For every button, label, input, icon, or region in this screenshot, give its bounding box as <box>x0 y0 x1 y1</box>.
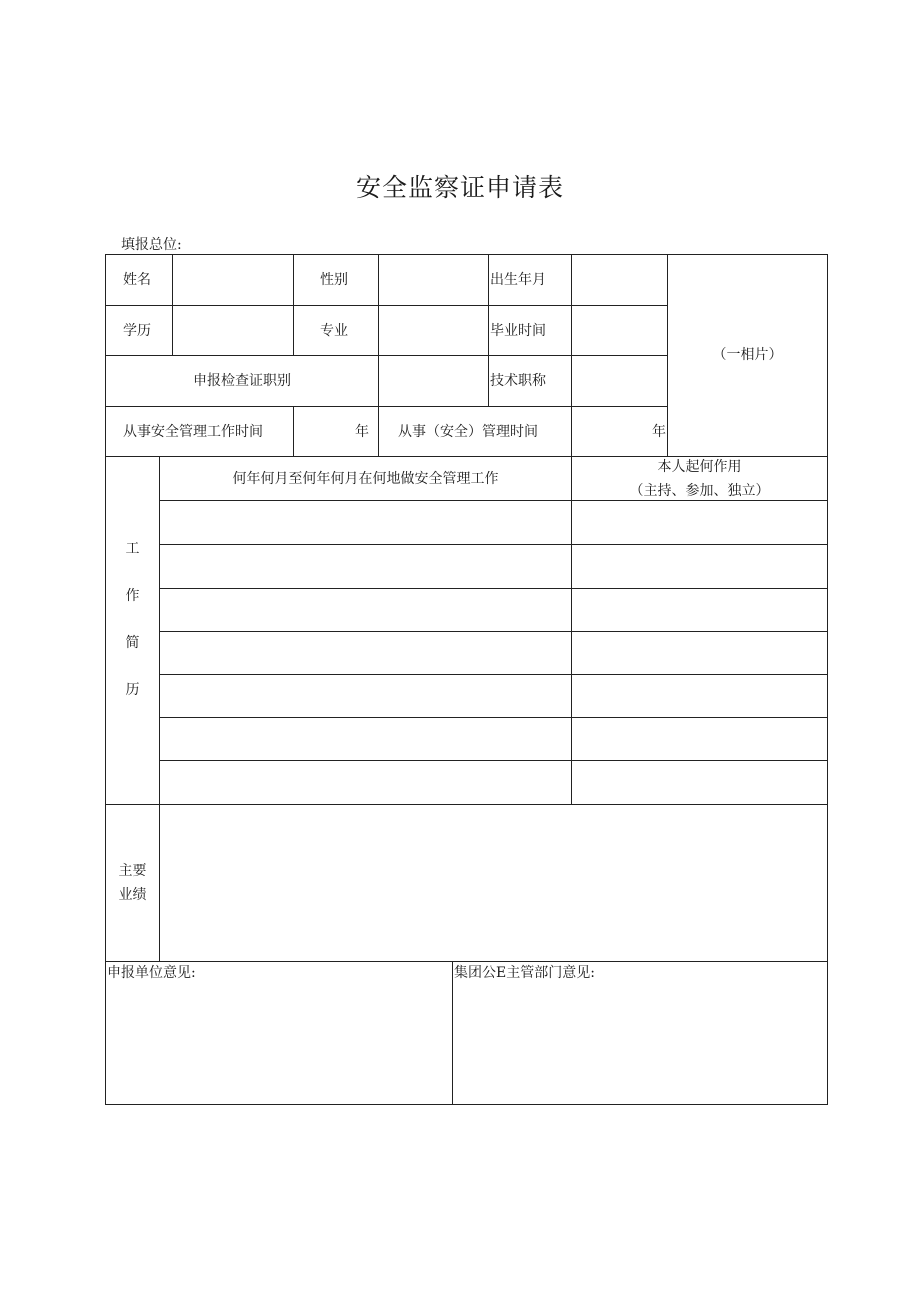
birth-date-label: 出生年月 <box>490 272 546 288</box>
work-history-row[interactable] <box>160 675 571 717</box>
work-history-row[interactable] <box>160 761 571 804</box>
year-unit: 年 <box>355 424 369 440</box>
grid-line <box>105 961 828 962</box>
role-header-line2: （主持、参加、独立） <box>629 483 770 499</box>
tech-title-field[interactable] <box>572 356 667 406</box>
achievements-label-line2: 业绩 <box>118 887 147 903</box>
work-history-row[interactable] <box>160 718 571 760</box>
major-field[interactable] <box>379 306 488 355</box>
work-history-side-label <box>106 540 159 728</box>
achievements-label-line1: 主要 <box>118 863 147 879</box>
work-period-header: 何年何月至何年何月在何地做安全管理工作 <box>232 471 499 487</box>
cert-level-label: 申报检查证职别 <box>193 373 291 389</box>
birth-date-field[interactable] <box>572 255 667 305</box>
cert-level-field[interactable] <box>379 356 488 406</box>
graduation-time-field[interactable] <box>572 306 667 355</box>
gender-label: 性别 <box>320 272 348 288</box>
grid-line <box>378 406 379 456</box>
work-role-row[interactable] <box>572 632 827 674</box>
group-opinion-label: 集团公E主管部门意见: <box>454 965 595 981</box>
achievements-field[interactable] <box>160 805 827 961</box>
graduation-time-label: 毕业时间 <box>490 323 546 339</box>
filler-unit-label: 填报总位: <box>121 237 182 253</box>
side-char: 作 <box>125 588 140 604</box>
management-time-label: 从事（安全）管理时间 <box>398 424 538 440</box>
grid-line <box>488 254 489 406</box>
side-char: 工 <box>125 541 140 557</box>
work-history-row[interactable] <box>160 589 571 631</box>
year-unit: 年 <box>652 424 666 440</box>
work-role-row[interactable] <box>572 545 827 588</box>
work-history-row[interactable] <box>160 501 571 544</box>
tech-title-label: 技术职称 <box>490 373 546 389</box>
work-role-row[interactable] <box>572 718 827 760</box>
unit-opinion-label: 申报单位意见: <box>107 965 196 981</box>
work-role-row[interactable] <box>572 589 827 631</box>
major-label: 专业 <box>320 323 348 339</box>
gender-field[interactable] <box>379 255 488 305</box>
name-label: 姓名 <box>123 272 151 288</box>
photo-placeholder: （一相片） <box>712 347 783 363</box>
work-history-row[interactable] <box>160 632 571 674</box>
safety-work-time-label: 从事安全管理工作时间 <box>123 424 263 440</box>
grid-line <box>827 254 828 1105</box>
unit-opinion-field[interactable] <box>106 984 452 1104</box>
group-opinion-field[interactable] <box>453 984 827 1104</box>
side-char: 历 <box>125 682 140 698</box>
grid-line <box>293 254 294 356</box>
safety-work-years-field[interactable] <box>294 407 349 456</box>
work-role-row[interactable] <box>572 501 827 544</box>
work-role-row[interactable] <box>572 675 827 717</box>
name-field[interactable] <box>173 255 293 305</box>
grid-line <box>105 456 828 457</box>
work-history-row[interactable] <box>160 545 571 588</box>
grid-line <box>105 1104 828 1105</box>
work-role-row[interactable] <box>572 761 827 804</box>
management-years-field[interactable] <box>572 407 647 456</box>
education-field[interactable] <box>173 306 293 355</box>
role-header-line1: 本人起何作用 <box>657 459 742 475</box>
education-label: 学历 <box>123 323 151 339</box>
side-char: 简 <box>125 635 140 651</box>
page-title: 安全监察证申请表 <box>355 173 564 202</box>
